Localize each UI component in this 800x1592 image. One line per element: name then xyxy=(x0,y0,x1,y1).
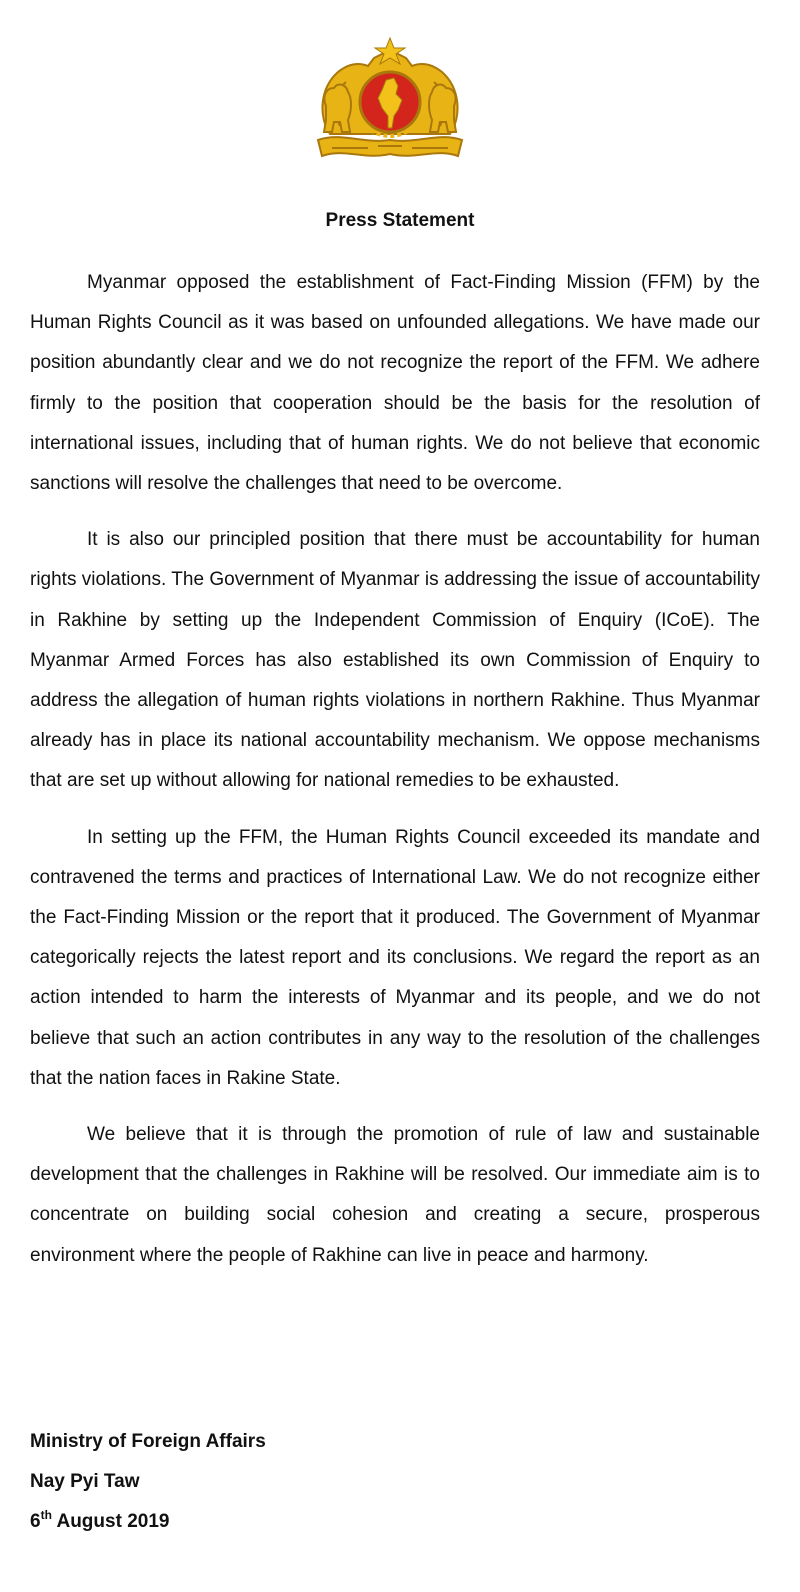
date-day: 6 xyxy=(30,1511,41,1532)
date-month-year: August 2019 xyxy=(51,1511,170,1532)
signature-block xyxy=(30,1422,266,1542)
date-suffix: th xyxy=(40,1508,52,1522)
paragraph-1: Myanmar opposed the establishment of Fact-Finding Mission (FFM) by the Human Rights Council as it was based on unfounded allegations. We have made our position abundantly clear and we do not recognize the report of the FFM. We adhere firmly to the position that cooperation should be the basis for the resolution of international issues, including that of human rights. We do not believe that economic sanctions will resolve the challenges that need to be overcome. xyxy=(30,272,760,495)
statement-body xyxy=(30,263,760,1276)
paragraph-4: We believe that it is through the promotion of rule of law and sustainable development that the challenges in Rakhine will be resolved. Our immediate aim is to concentrate on building social cohesion and creating a secure, prosperous environment where the people of Rakhine can live in peace and harmony. xyxy=(30,1124,760,1266)
paragraph-2: It is also our principled position that there must be accountability for human rights violations. The Government of Myanmar is addressing the issue of accountability in Rakhine by setting up the Independent Commission of Enquiry (ICoE). The Myanmar Armed Forces has also established its own Commission of Enquiry to address the allegation of human rights violations in northern Rakhine. Thus Myanmar already has in place its national accountability mechanism. We oppose mechanisms that are set up without allowing for national remedies to be exhausted. xyxy=(30,529,760,792)
city-name: Nay Pyi Taw xyxy=(30,1471,140,1492)
document-title: Press Statement xyxy=(325,210,475,231)
ministry-name: Ministry of Foreign Affairs xyxy=(30,1431,266,1452)
state-seal-icon xyxy=(312,36,468,164)
statement-date xyxy=(30,1502,266,1542)
paragraph-3: In setting up the FFM, the Human Rights Council exceeded its mandate and contravened the terms and practices of International Law. We do not recognize either the Fact-Finding Mission or the report that it produced. The Government of Myanmar categorically rejects the latest report and its conclusions. We regard the report as an action intended to harm the interests of Myanmar and its people, and we do not believe that such an action contributes in any way to the resolution of the challenges that the nation faces in Rakine State. xyxy=(30,826,760,1089)
